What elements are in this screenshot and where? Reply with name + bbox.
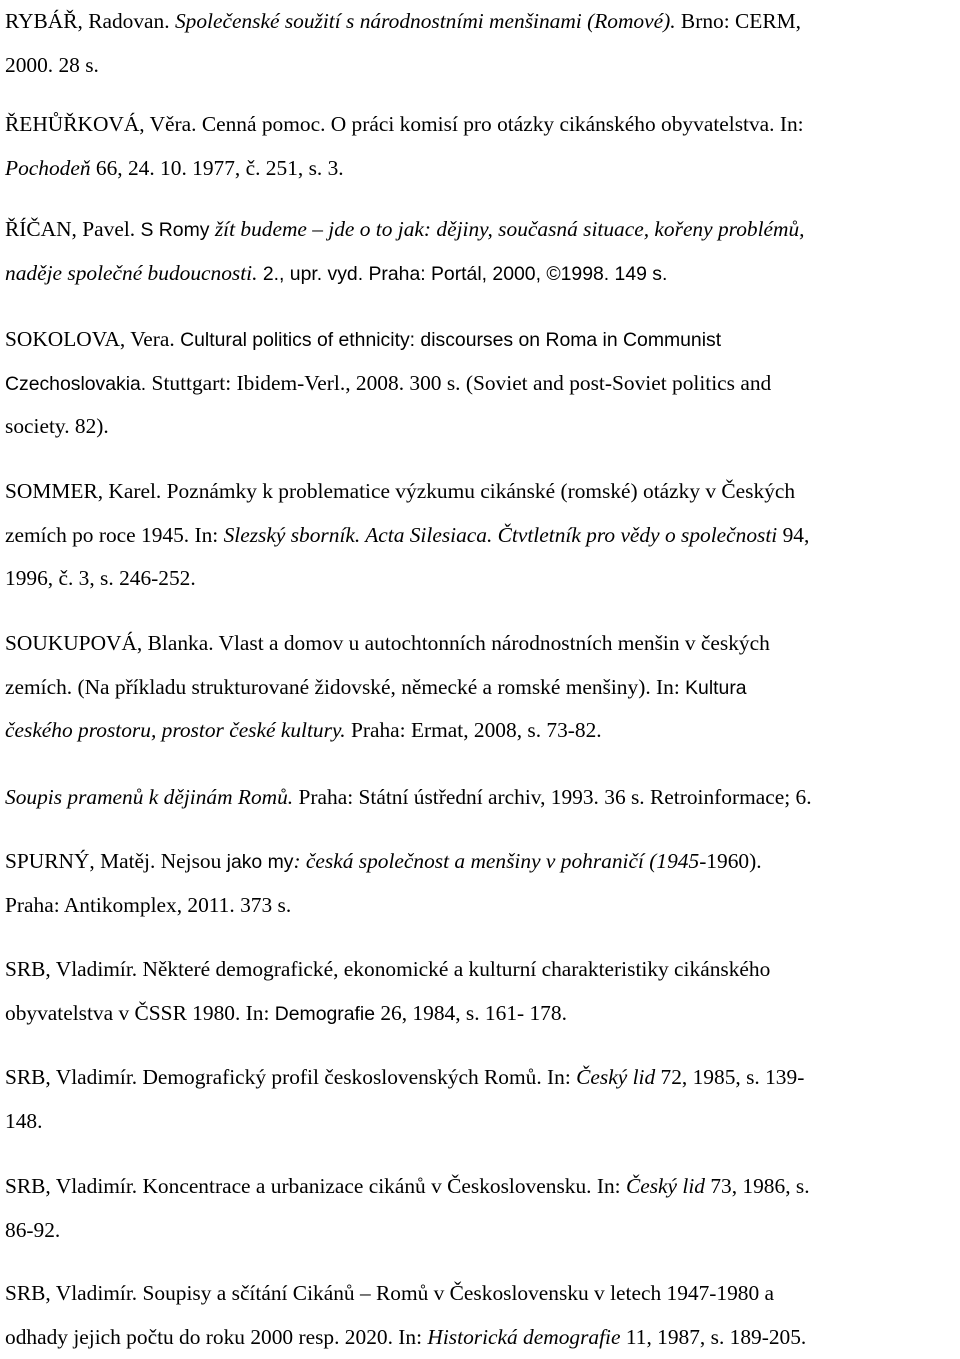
- bib-entry-srb-1987: [5, 1272, 957, 1359]
- citation-text: SOUKUPOVÁ, Blanka. Vlast a domov u autochtonních národnostních menšin v českých: [5, 631, 770, 655]
- entry-line: [5, 318, 957, 362]
- citation-text: 66, 24. 10. 1977, č. 251, s. 3.: [91, 156, 344, 180]
- citation-text: 86-92.: [5, 1218, 60, 1242]
- citation-text: 72, 1985, s. 139-: [655, 1065, 804, 1089]
- title-text: Pochodeň: [5, 156, 91, 180]
- entry-line: [5, 1209, 957, 1253]
- title-text: Český lid: [576, 1065, 655, 1089]
- citation-text: Demografie: [275, 1003, 375, 1025]
- citation-text: Stuttgart: Ibidem-Verl., 2008. 300 s. (Soviet and post-Soviet politics and: [146, 371, 771, 395]
- title-text: : česká společnost a menšiny v pohraničí (1945: [293, 849, 699, 873]
- citation-text: Cultural politics of ethnicity: discourses on Roma in Communist: [180, 329, 721, 351]
- entry-line: [5, 405, 957, 449]
- citation-text: society. 82).: [5, 414, 109, 438]
- title-text: Historická demografie: [427, 1325, 620, 1349]
- citation-text: jako my: [227, 851, 294, 873]
- citation-text: obyvatelstva v ČSSR 1980. In:: [5, 1001, 275, 1025]
- title-text: Soupis pramenů k dějinám Romů.: [5, 785, 293, 809]
- bib-entry-srb-1986: [5, 1165, 957, 1252]
- citation-text: 2., upr. vyd. Praha: Portál, 2000, ©1998. 149 s.: [257, 263, 667, 285]
- bib-entry-rehurkova: [5, 103, 957, 190]
- entry-line: [5, 1316, 957, 1359]
- citation-text: 1996, č. 3, s. 246-252.: [5, 566, 196, 590]
- entry-line: [5, 470, 957, 514]
- citation-text: SRB, Vladimír. Koncentrace a urbanizace cikánů v Československu. In:: [5, 1174, 626, 1198]
- entry-line: [5, 622, 957, 666]
- entry-line: [5, 1272, 957, 1316]
- bib-entry-srb-1984: [5, 948, 957, 1035]
- bib-entry-sommer: [5, 470, 957, 601]
- entry-line: [5, 840, 957, 884]
- bib-entry-soupis-pramenu: [5, 776, 957, 820]
- citation-text: SPURNÝ, Matěj. Nejsou: [5, 849, 227, 873]
- entry-line: [5, 666, 957, 710]
- entry-line: [5, 1100, 957, 1144]
- entry-line: [5, 992, 957, 1036]
- citation-text: ŘÍČAN, Pavel.: [5, 217, 140, 241]
- citation-text: 2000. 28 s.: [5, 53, 99, 77]
- citation-text: 148.: [5, 1109, 42, 1133]
- citation-text: SOKOLOVA, Vera.: [5, 327, 180, 351]
- citation-text: Czechoslovakia.: [5, 373, 146, 395]
- citation-text: 26, 1984, s. 161- 178.: [375, 1001, 567, 1025]
- citation-text: SRB, Vladimír. Soupisy a sčítání Cikánů – Romů v Československu v letech 1947-1980 a: [5, 1281, 774, 1305]
- entry-line: [5, 208, 957, 252]
- citation-text: Praha: Antikomplex, 2011. 373 s.: [5, 893, 291, 917]
- title-text: Český lid: [626, 1174, 705, 1198]
- citation-text: 73, 1986, s.: [705, 1174, 810, 1198]
- citation-text: SOMMER, Karel. Poznámky k problematice výzkumu cikánské (romské) otázky v Českých: [5, 479, 795, 503]
- citation-text: odhady jejich počtu do roku 2000 resp. 2020. In:: [5, 1325, 427, 1349]
- citation-text: zemích. (Na příkladu strukturované židovské, německé a romské menšiny). In:: [5, 675, 685, 699]
- title-text: Společenské soužití s národnostními menšinami (Romové).: [175, 9, 676, 33]
- bib-entry-rybar: [5, 0, 957, 87]
- citation-text: -1960).: [699, 849, 761, 873]
- bib-entry-soukupova: [5, 622, 957, 753]
- entry-line: [5, 884, 957, 928]
- citation-text: 94,: [777, 523, 809, 547]
- citation-text: Praha: Ermat, 2008, s. 73-82.: [346, 718, 602, 742]
- entry-line: [5, 147, 957, 191]
- entry-line: [5, 557, 957, 601]
- entry-line: [5, 1056, 957, 1100]
- entry-line: [5, 44, 957, 88]
- citation-text: 11, 1987, s. 189-205.: [621, 1325, 807, 1349]
- entry-line: [5, 514, 957, 558]
- entry-line: [5, 103, 957, 147]
- entry-line: [5, 252, 957, 296]
- bib-entry-srb-1985: [5, 1056, 957, 1143]
- title-text: Slezský sborník. Acta Silesiaca. Čtvtletník pro vědy o společnosti: [224, 523, 778, 547]
- title-text: žít budeme – jde o to jak: dějiny, současná situace, kořeny problémů,: [215, 217, 805, 241]
- citation-text: SRB, Vladimír. Některé demografické, ekonomické a kulturní charakteristiky cikánského: [5, 957, 770, 981]
- title-text: naděje společné budoucnosti.: [5, 261, 257, 285]
- title-text: českého prostoru, prostor české kultury.: [5, 718, 346, 742]
- citation-text: Brno: CERM,: [676, 9, 801, 33]
- entry-line: [5, 0, 957, 44]
- entry-line: [5, 776, 957, 820]
- citation-text: S Romy: [140, 219, 214, 241]
- bib-entry-spurny: [5, 840, 957, 927]
- entry-line: [5, 948, 957, 992]
- bib-entry-sokolova: [5, 318, 957, 449]
- entry-line: [5, 1165, 957, 1209]
- entry-line: [5, 709, 957, 753]
- citation-text: Praha: Státní ústřední archiv, 1993. 36 s. Retroinformace; 6.: [293, 785, 811, 809]
- citation-text: Kultura: [685, 677, 746, 699]
- citation-text: ŘEHŮŘKOVÁ, Věra. Cenná pomoc. O práci komisí pro otázky cikánského obyvatelstva. In:: [5, 112, 804, 136]
- citation-text: RYBÁŘ, Radovan.: [5, 9, 175, 33]
- bib-entry-rican: [5, 208, 957, 295]
- citation-text: zemích po roce 1945. In:: [5, 523, 224, 547]
- citation-text: SRB, Vladimír. Demografický profil československých Romů. In:: [5, 1065, 576, 1089]
- entry-line: [5, 362, 957, 406]
